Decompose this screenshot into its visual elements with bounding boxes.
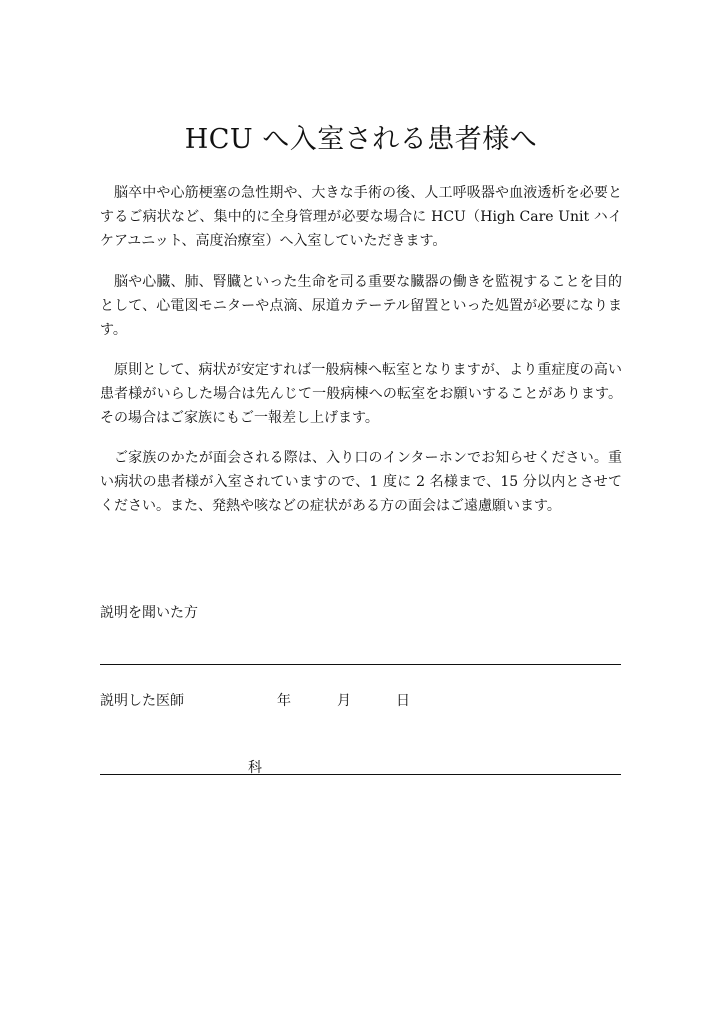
doctor-signature-line[interactable]	[100, 774, 621, 775]
paragraph-visiting: ご家族のかたが面会される際は、入り口のインターホンでお知らせください。重い病状の患者様が入室されていますので、1 度に 2 名様まで、15 分以内とさせてください。また、発熱や咳などの症状がある方の面会はご遠慮願います。	[100, 450, 622, 514]
paragraph-monitoring: 脳や心臓、肺、腎臓といった生命を司る重要な臓器の働きを監視することを目的として、心電図モニターや点滴、尿道カテーテル留置といった処置が必要になります。	[100, 274, 622, 338]
listener-signature-line[interactable]	[100, 664, 621, 665]
department-label: 科	[248, 760, 262, 776]
paragraph-admission-reason: 脳卒中や心筋梗塞の急性期や、大きな手術の後、人工呼吸器や血液透析を必要とするご病状など、集中的に全身管理が必要な場合に HCU（High Care Unit ハイケアユニット、高度治療室）へ入室していただきます。	[100, 185, 622, 249]
month-label: 月	[337, 693, 351, 709]
paragraph-transfer: 原則として、病状が安定すれば一般病棟へ転室となりますが、より重症度の高い患者様がいらした場合は先んじて一般病棟への転室をお願いすることがあります。その場合はご家族にもご一報差し上げます。	[100, 362, 622, 426]
day-label: 日	[396, 693, 410, 709]
page-title: HCU へ入室される患者様へ	[184, 124, 538, 155]
year-label: 年	[277, 693, 291, 709]
doctor-label: 説明した医師	[100, 693, 184, 709]
listener-label: 説明を聞いた方	[100, 605, 198, 621]
